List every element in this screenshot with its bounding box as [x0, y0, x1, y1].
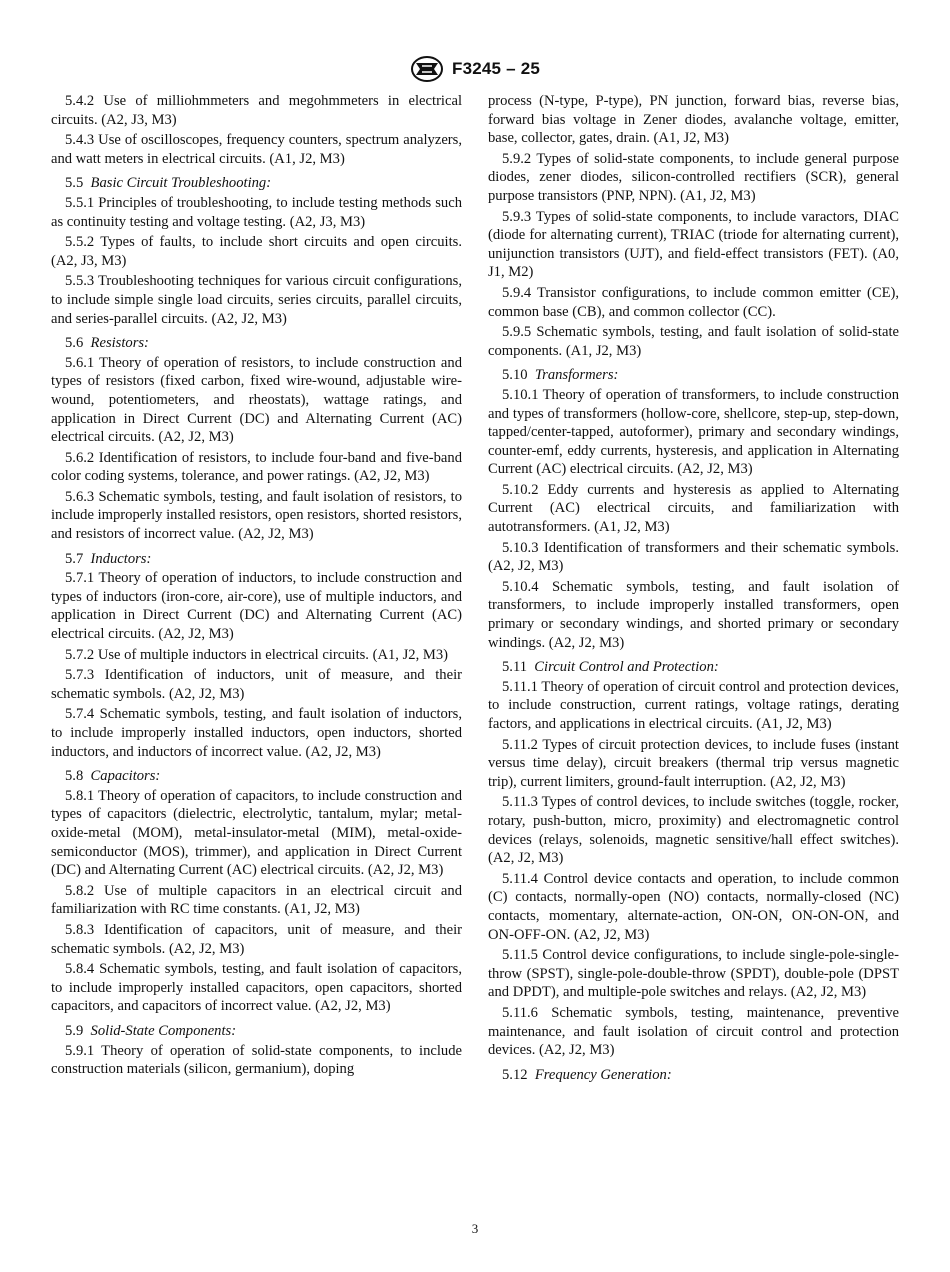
- paragraph: 5.9.2 Types of solid-state components, to include general purpose diodes, zener diodes, silicon-controlled rectifiers (SCR), general purpose transistors (PNP, NPN). (A1, J2, M3): [488, 150, 899, 204]
- paragraph: 5.11.1 Theory of operation of circuit control and protection devices, to include construction, current ratings, voltage ratings, derating factors, and applications in electrical circuits. (A1, J2, M3): [488, 678, 899, 732]
- section-heading: [51, 767, 462, 786]
- section-title: Transformers:: [534, 367, 619, 384]
- section-heading: [51, 174, 462, 193]
- paragraph: 5.11.5 Control device configurations, to include single-pole-single-throw (SPST), single-pole-double-throw (SPDT), double-pole (DPST and DPDT), and multiple-pole switches and relays. (A2, J2, M3): [488, 947, 899, 1001]
- right-column: [488, 92, 899, 1085]
- section-number: 5.7: [65, 550, 84, 567]
- paragraph: 5.8.3 Identification of capacitors, unit of measure, and their schematic symbols. (A2, J2, M3): [51, 921, 462, 957]
- paragraph: 5.8.4 Schematic symbols, testing, and fault isolation of capacitors, to include improperly installed capacitors, open capacitors, shorted capacitors, and capacitors of incorrect value. (A2, J2, M3): [51, 961, 462, 1015]
- page-header: [0, 54, 950, 84]
- section-title: Frequency Generation:: [534, 1066, 672, 1083]
- left-column: [51, 92, 462, 1081]
- section-title: Circuit Control and Protection:: [534, 659, 719, 676]
- paragraph: 5.8.2 Use of multiple capacitors in an electrical circuit and familiarization with RC time constants. (A1, J2, M3): [51, 882, 462, 918]
- section-number: 5.12: [502, 1066, 528, 1083]
- section-number: 5.8: [65, 768, 84, 785]
- section-title: Basic Circuit Troubleshooting:: [90, 175, 272, 192]
- paragraph: 5.7.4 Schematic symbols, testing, and fault isolation of inductors, to include improperly installed inductors, open inductors, shorted inductors, and inductors of incorrect value. (A2, J2, M3): [51, 706, 462, 760]
- paragraph: 5.5.2 Types of faults, to include short circuits and open circuits. (A2, J3, M3): [51, 234, 462, 269]
- paragraph: 5.10.3 Identification of transformers and their schematic symbols. (A2, J2, M3): [488, 539, 899, 575]
- paragraph: 5.10.1 Theory of operation of transformers, to include construction and types of transformers (hollow-core, shellcore, step-up, step-down, tapped/center-tapped, autoformer), primary and secondary windings, counter-emf, eddy currents, hysteresis, and application in Alternating Current (AC) electrical circuits. (A2, J2, M3): [488, 386, 899, 478]
- section-heading: [51, 334, 462, 353]
- paragraph: 5.9.5 Schematic symbols, testing, and fault isolation of solid-state components. (A1, J2, M3): [488, 324, 899, 359]
- paragraph: 5.10.2 Eddy currents and hysteresis as applied to Alternating Current (AC) electrical circuits, and familiarization with autotransformers. (A1, J2, M3): [488, 481, 899, 536]
- paragraph: 5.11.2 Types of circuit protection devices, to include fuses (instant versus time delay), circuit breakers (thermal trip versus magnetic trip), current limiters, ground-fault interruption. (A2, J2, M3): [488, 736, 899, 790]
- document-id: F3245 – 25: [451, 59, 540, 78]
- section-title: Inductors:: [90, 550, 152, 567]
- astm-logo-icon: [410, 55, 444, 83]
- section-heading: [488, 658, 899, 677]
- section-heading: [488, 1066, 899, 1085]
- section-heading: [488, 366, 899, 385]
- section-number: 5.11: [502, 659, 527, 676]
- section-number: 5.5: [65, 175, 84, 192]
- section-number: 5.6: [65, 335, 84, 352]
- paragraph: 5.6.1 Theory of operation of resistors, to include construction and types of resistors (fixed carbon, fixed wire-wound, adjustable wire-wound, potentiometers, and rheostats), wattage ratings, and application in Direct Current (DC) and Alternating Current (AC) electrical circuits. (A2, J2, M3): [51, 354, 462, 446]
- section-number: 5.9: [65, 1022, 84, 1039]
- paragraph: 5.5.3 Troubleshooting techniques for various circuit configurations, to include simple single load circuits, series circuits, parallel circuits, and series-parallel circuits. (A2, J2, M3): [51, 273, 462, 327]
- section-heading: [51, 1022, 462, 1041]
- section-heading: [51, 550, 462, 569]
- paragraph: 5.9.3 Types of solid-state components, to include varactors, DIAC (diode for alternating current), TRIAC (triode for alternating current), unijunction transistors (UJT), and field-effect transistors (FET). (A0, J1, M2): [488, 208, 899, 281]
- paragraph: 5.11.6 Schematic symbols, testing, maintenance, preventive maintenance, and fault isolation of circuit control and protection devices. (A2, J2, M3): [488, 1004, 899, 1059]
- paragraph: 5.6.3 Schematic symbols, testing, and fault isolation of resistors, to include improperly installed resistors, open resistors, shorted resistors, and resistors of incorrect value. (A2, J2, M3): [51, 488, 462, 543]
- paragraph: 5.10.4 Schematic symbols, testing, and fault isolation of transformers, to include improperly installed transformers, open primary or secondary windings, and shorted primary or secondary windings. (A2, J2, M3): [488, 578, 899, 651]
- paragraph: 5.7.1 Theory of operation of inductors, to include construction and types of inductors (iron-core, air-core), use of multiple inductors, and application in Direct Current (DC) and Alternating Current (AC) electrical circuits. (A2, J2, M3): [51, 570, 462, 643]
- paragraph: 5.9.1 Theory of operation of solid-state components, to include construction materials (silicon, germanium), doping: [51, 1042, 462, 1078]
- paragraph: 5.11.4 Control device contacts and operation, to include common (C) contacts, normally-open (NO) contacts, normally-closed (NC) contacts, momentary, alternate-action, ON-ON, ON-ON-ON, and ON-OFF-ON. (A2, J2, M3): [488, 870, 899, 943]
- section-title: Resistors:: [90, 335, 149, 352]
- paragraph: 5.7.3 Identification of inductors, unit of measure, and their schematic symbols. (A2, J2, M3): [51, 667, 462, 702]
- paragraph: 5.4.3 Use of oscilloscopes, frequency counters, spectrum analyzers, and watt meters in electrical circuits. (A1, J2, M3): [51, 132, 462, 167]
- paragraph: 5.8.1 Theory of operation of capacitors, to include construction and types of capacitors (dielectric, electrolytic, tantalum, mylar; metal-oxide-metal (MOM), metal-insulator-metal (MIM), metal-oxide-semiconductor (MOS), trimmer), and application in Direct Current (DC) and Alternating Current (AC) electrical circuits. (A2, J2, M3): [51, 787, 462, 879]
- section-title: Solid-State Components:: [90, 1022, 237, 1039]
- paragraph: 5.6.2 Identification of resistors, to include four-band and five-band color coding systems, tolerance, and power ratings. (A2, J2, M3): [51, 449, 462, 485]
- paragraph: 5.7.2 Use of multiple inductors in electrical circuits. (A1, J2, M3): [65, 646, 449, 663]
- section-number: 5.10: [502, 367, 528, 384]
- paragraph: 5.11.3 Types of control devices, to include switches (toggle, rocker, rotary, push-button, micro, proximity) and electromagnetic control devices (relays, solenoids, magnetic sensitive/hall effect switches). (A2, J2, M3): [488, 794, 899, 867]
- page-number: 3: [471, 1221, 479, 1236]
- paragraph: 5.5.1 Principles of troubleshooting, to include testing methods such as continuity testing and voltage testing. (A2, J3, M3): [51, 194, 462, 230]
- section-title: Capacitors:: [90, 768, 161, 785]
- paragraph: 5.4.2 Use of milliohmmeters and megohmmeters in electrical circuits. (A2, J3, M3): [51, 93, 462, 128]
- paragraph-continuation: process (N-type, P-type), PN junction, forward bias, reverse bias, forward bias voltage in Zener diodes, avalanche voltage, emitter, base, collector, gates, drain. (A1, J2, M3): [488, 93, 899, 147]
- paragraph: 5.9.4 Transistor configurations, to include common emitter (CE), common base (CB), and common collector (CC).: [488, 284, 899, 320]
